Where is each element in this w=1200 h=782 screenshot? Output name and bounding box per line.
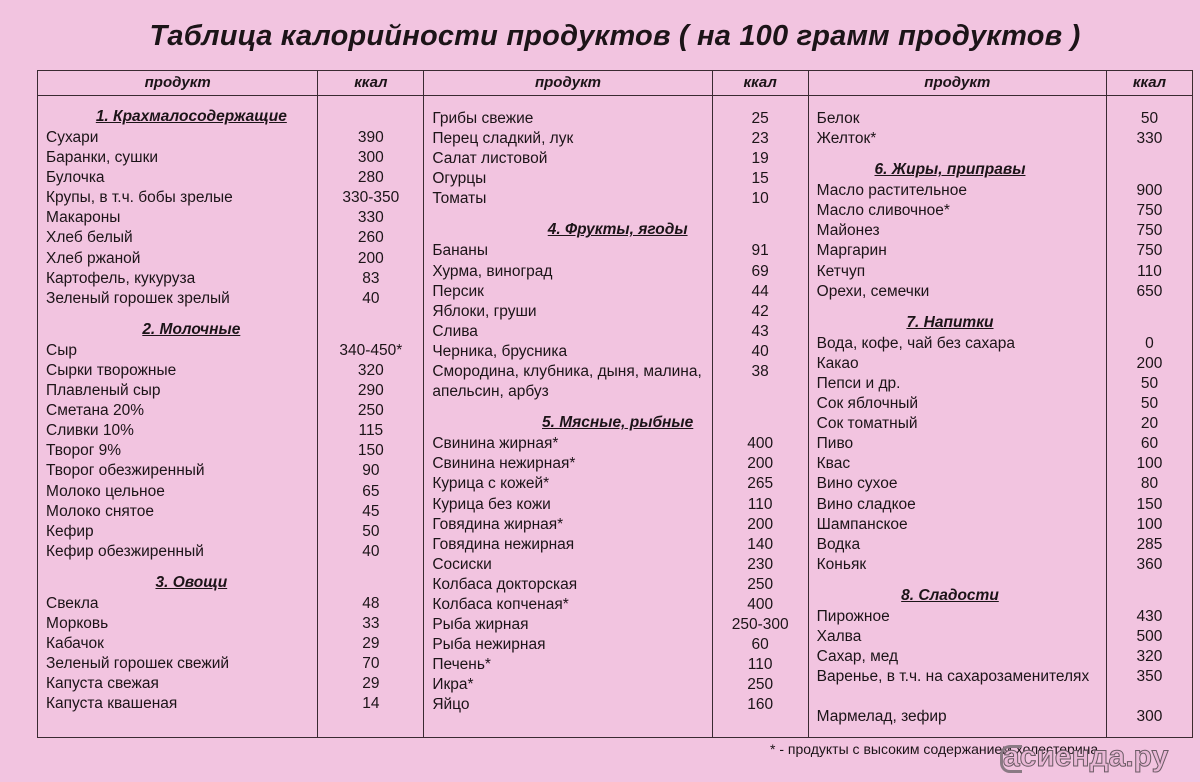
kcal-value: 40 bbox=[362, 289, 380, 307]
kcal-value: 250 bbox=[357, 402, 384, 420]
table-row bbox=[809, 627, 1192, 647]
table-row bbox=[424, 169, 807, 189]
product-name: Водка bbox=[816, 535, 861, 553]
product-name: Яблоки, груши bbox=[432, 302, 537, 320]
table-row bbox=[38, 674, 423, 694]
product-name: Персик bbox=[432, 282, 484, 300]
product-name: Яйцо bbox=[432, 696, 470, 714]
kcal-value: 90 bbox=[362, 462, 380, 480]
kcal-value: 200 bbox=[747, 455, 774, 473]
table-row bbox=[38, 249, 423, 269]
kcal-value: 42 bbox=[751, 302, 769, 320]
table-row bbox=[809, 201, 1192, 221]
product-name: Пиво bbox=[816, 435, 854, 453]
product-name: Мармелад, зефир bbox=[816, 708, 947, 726]
table-row bbox=[809, 667, 1192, 707]
table-row bbox=[809, 535, 1192, 555]
kcal-value: 265 bbox=[747, 475, 774, 493]
product-name: Грибы свежие bbox=[432, 110, 534, 127]
table-row bbox=[424, 282, 807, 302]
kcal-value: 23 bbox=[751, 130, 769, 148]
product-name: Халва bbox=[816, 627, 862, 645]
table-row bbox=[809, 221, 1192, 241]
table-row bbox=[424, 595, 807, 615]
table-row bbox=[424, 189, 807, 209]
kcal-value: 200 bbox=[1136, 354, 1163, 372]
table-row bbox=[424, 555, 807, 575]
table-row bbox=[424, 615, 807, 635]
table-row bbox=[809, 454, 1192, 474]
product-name: Кетчуп bbox=[816, 262, 866, 280]
product-name: Сметана 20% bbox=[46, 402, 145, 420]
product-name: Сырки творожные bbox=[46, 361, 177, 379]
product-name: Капуста квашеная bbox=[46, 695, 178, 713]
product-name: Булочка bbox=[46, 169, 105, 187]
kcal-value: 250 bbox=[747, 676, 774, 694]
section-heading bbox=[809, 302, 1192, 334]
kcal-value: 390 bbox=[357, 129, 384, 146]
product-name: Варенье, в т.ч. на сахарозаменителях bbox=[816, 668, 1090, 686]
product-name: Рыба нежирная bbox=[432, 636, 546, 654]
table-row bbox=[809, 374, 1192, 394]
product-name: Перец сладкий, лук bbox=[432, 130, 574, 148]
kcal-value: 750 bbox=[1136, 242, 1163, 260]
section-heading bbox=[424, 209, 807, 241]
table-row bbox=[424, 322, 807, 342]
product-name: Вода, кофе, чай без сахара bbox=[816, 334, 1015, 352]
kcal-value: 250-300 bbox=[731, 616, 789, 634]
product-name: Масло растительное bbox=[816, 182, 967, 200]
kcal-value: 400 bbox=[747, 595, 774, 613]
kcal-value: 60 bbox=[751, 636, 769, 654]
product-name: Морковь bbox=[46, 614, 109, 632]
kcal-value: 40 bbox=[751, 342, 769, 360]
product-name: Рыба жирная bbox=[432, 616, 529, 634]
table-row bbox=[809, 707, 1192, 727]
table-row bbox=[809, 129, 1192, 149]
table-row bbox=[424, 495, 807, 515]
table-row bbox=[38, 289, 423, 309]
table-row bbox=[424, 434, 807, 454]
table-row bbox=[424, 342, 807, 362]
table-row bbox=[424, 655, 807, 675]
kcal-value: 100 bbox=[1136, 515, 1163, 533]
table-row bbox=[38, 341, 423, 361]
kcal-value: 290 bbox=[357, 382, 384, 400]
kcal-value: 300 bbox=[1136, 708, 1163, 726]
kcal-value: 10 bbox=[751, 190, 769, 208]
table-row bbox=[809, 607, 1192, 627]
kcal-value: 360 bbox=[1136, 555, 1163, 573]
product-name: Творог обезжиренный bbox=[46, 462, 205, 480]
kcal-value: 285 bbox=[1136, 535, 1163, 553]
table-row bbox=[809, 495, 1192, 515]
table-row bbox=[38, 188, 423, 208]
section-heading bbox=[38, 108, 423, 128]
product-name: Сахар, мед bbox=[816, 648, 899, 666]
product-name: Майонез bbox=[816, 222, 880, 240]
product-name: Икра* bbox=[432, 676, 474, 694]
kcal-value: 320 bbox=[357, 361, 384, 379]
header-product: продукт bbox=[144, 74, 211, 91]
section-heading bbox=[424, 402, 807, 434]
product-name: Шампанское bbox=[816, 515, 908, 533]
kcal-value: 115 bbox=[358, 422, 384, 440]
product-name: Кабачок bbox=[46, 635, 104, 653]
kcal-value: 44 bbox=[751, 282, 769, 300]
kcal-value: 29 bbox=[362, 675, 380, 693]
table-row bbox=[809, 474, 1192, 494]
column-body bbox=[424, 109, 807, 716]
product-name: Маргарин bbox=[816, 242, 887, 260]
kcal-value: 15 bbox=[751, 170, 769, 188]
kcal-value: 330 bbox=[357, 209, 384, 227]
product-name: Белок bbox=[816, 110, 860, 127]
section-heading bbox=[38, 309, 423, 341]
kcal-value: 750 bbox=[1136, 222, 1163, 240]
section-heading bbox=[809, 149, 1192, 181]
table-row bbox=[809, 282, 1192, 302]
header-kcal: ккал bbox=[1106, 71, 1192, 95]
product-name: Капуста свежая bbox=[46, 675, 159, 693]
table-row bbox=[424, 149, 807, 169]
table-row bbox=[38, 522, 423, 542]
kcal-value: 45 bbox=[362, 502, 380, 520]
table-row bbox=[424, 535, 807, 555]
kcal-value: 260 bbox=[357, 229, 384, 247]
product-name: Зеленый горошек зрелый bbox=[46, 289, 230, 307]
kcal-value: 40 bbox=[362, 542, 380, 560]
product-name: Пепси и др. bbox=[816, 374, 901, 392]
table-row bbox=[424, 302, 807, 322]
kcal-value: 150 bbox=[357, 442, 384, 460]
kcal-value: 150 bbox=[1136, 495, 1163, 513]
table-row bbox=[38, 594, 423, 614]
kcal-value: 20 bbox=[1140, 415, 1159, 433]
kcal-value: 50 bbox=[1140, 374, 1159, 392]
section-title: 2. Молочные bbox=[142, 320, 241, 338]
table-column-3 bbox=[809, 71, 1192, 737]
product-name: Вино сладкое bbox=[816, 495, 916, 513]
product-name: Сухари bbox=[46, 129, 99, 146]
section-title: 1. Крахмалосодержащие bbox=[95, 108, 287, 125]
kcal-value: 33 bbox=[362, 614, 380, 632]
table-row bbox=[38, 654, 423, 674]
calorie-table bbox=[37, 70, 1193, 738]
table-row bbox=[424, 454, 807, 474]
kcal-value: 0 bbox=[1145, 334, 1154, 352]
product-name: Сок яблочный bbox=[816, 395, 919, 413]
product-name: Крупы, в т.ч. бобы зрелые bbox=[46, 189, 233, 207]
kcal-value: 19 bbox=[751, 150, 769, 168]
table-row bbox=[424, 515, 807, 535]
product-name: Вино сухое bbox=[816, 475, 898, 493]
kcal-value: 38 bbox=[751, 363, 769, 381]
table-row bbox=[38, 614, 423, 634]
kcal-value: 14 bbox=[362, 695, 380, 713]
kcal-value: 500 bbox=[1136, 627, 1163, 645]
kcal-value: 650 bbox=[1136, 282, 1163, 300]
kcal-value: 200 bbox=[747, 515, 774, 533]
table-row bbox=[424, 241, 807, 261]
table-row bbox=[38, 502, 423, 522]
table-row bbox=[809, 354, 1192, 374]
table-row bbox=[38, 381, 423, 401]
kcal-value: 100 bbox=[1136, 455, 1163, 473]
section-title: 8. Сладости bbox=[901, 586, 999, 604]
table-row bbox=[424, 695, 807, 715]
table-row bbox=[809, 647, 1192, 667]
kcal-value: 250 bbox=[747, 575, 774, 593]
product-name: Какао bbox=[816, 354, 859, 372]
kcal-value: 83 bbox=[362, 269, 380, 287]
product-name: Творог 9% bbox=[46, 442, 122, 460]
table-column-2 bbox=[424, 71, 808, 737]
kcal-value: 91 bbox=[751, 242, 769, 260]
product-name: Баранки, сушки bbox=[46, 149, 159, 167]
product-name: Сливки 10% bbox=[46, 422, 134, 440]
kcal-value: 50 bbox=[1140, 110, 1159, 127]
product-name: Орехи, семечки bbox=[816, 282, 930, 300]
header-kcal: ккал bbox=[712, 71, 808, 95]
table-column-1 bbox=[38, 71, 424, 737]
kcal-value: 29 bbox=[362, 635, 380, 653]
table-row bbox=[38, 694, 423, 714]
product-name: Кефир обезжиренный bbox=[46, 542, 204, 560]
kcal-value: 430 bbox=[1136, 607, 1163, 625]
kcal-value: 230 bbox=[747, 555, 774, 573]
section-title: 6. Жиры, приправы bbox=[874, 161, 1026, 179]
product-name: Сок томатный bbox=[816, 415, 918, 433]
product-name: Свекла bbox=[46, 594, 99, 612]
section-title: 5. Мясные, рыбные bbox=[542, 414, 694, 432]
product-name: Масло сливочное* bbox=[816, 202, 950, 220]
table-row bbox=[38, 441, 423, 461]
product-name: Коньяк bbox=[816, 555, 867, 573]
table-row bbox=[424, 262, 807, 282]
kcal-value: 330-350 bbox=[342, 189, 400, 207]
kcal-value: 50 bbox=[1140, 395, 1159, 413]
table-row bbox=[424, 129, 807, 149]
kcal-value: 43 bbox=[751, 322, 769, 340]
product-name: Огурцы bbox=[432, 170, 487, 188]
product-name: Сыр bbox=[46, 341, 77, 359]
product-name: Колбаса копченая* bbox=[432, 595, 569, 613]
product-name: Кефир bbox=[46, 522, 94, 540]
table-row bbox=[809, 515, 1192, 535]
table-row bbox=[38, 228, 423, 248]
product-name: Колбаса докторская bbox=[432, 575, 578, 593]
table-row bbox=[809, 262, 1192, 282]
column-body bbox=[38, 108, 423, 714]
table-row bbox=[38, 208, 423, 228]
table-row bbox=[809, 394, 1192, 414]
column-header bbox=[424, 71, 807, 96]
kcal-value: 70 bbox=[362, 655, 380, 673]
kcal-value: 50 bbox=[362, 522, 380, 540]
table-row bbox=[809, 334, 1192, 354]
kcal-value: 350 bbox=[1136, 668, 1163, 686]
table-row bbox=[38, 482, 423, 502]
watermark: асиенда.ру bbox=[1003, 740, 1169, 773]
table-row bbox=[38, 148, 423, 168]
product-name: Молоко цельное bbox=[46, 482, 165, 500]
table-row bbox=[424, 675, 807, 695]
table-row bbox=[809, 414, 1192, 434]
kcal-value: 280 bbox=[357, 169, 384, 187]
table-row bbox=[809, 109, 1192, 129]
product-name: Бананы bbox=[432, 242, 489, 260]
kcal-value: 330 bbox=[1136, 130, 1163, 148]
product-name: Черника, брусника bbox=[432, 342, 568, 360]
footnote: * - продукты с высоким содержанием холестерина bbox=[770, 741, 1099, 757]
table-row bbox=[809, 181, 1192, 201]
kcal-value: 750 bbox=[1136, 202, 1163, 220]
kcal-value: 200 bbox=[357, 249, 384, 267]
product-name: Хурма, виноград bbox=[432, 262, 553, 280]
header-product: продукт bbox=[534, 74, 602, 91]
table-row bbox=[38, 542, 423, 562]
product-name: Молоко снятое bbox=[46, 502, 154, 520]
kcal-value: 900 bbox=[1136, 182, 1163, 200]
section-title: 7. Напитки bbox=[906, 313, 994, 331]
table-row bbox=[38, 168, 423, 188]
product-name: Свинина нежирная* bbox=[432, 455, 576, 473]
kcal-value: 400 bbox=[747, 435, 774, 453]
section-title: 3. Овощи bbox=[155, 573, 228, 591]
product-name: Хлеб белый bbox=[46, 229, 133, 247]
product-name: Зеленый горошек свежий bbox=[46, 655, 230, 673]
kcal-value: 48 bbox=[362, 594, 380, 612]
product-name: Салат листовой bbox=[432, 150, 548, 168]
product-name: Слива bbox=[432, 322, 478, 340]
product-name: Квас bbox=[816, 455, 851, 473]
section-heading bbox=[809, 575, 1192, 607]
column-body bbox=[809, 109, 1192, 727]
page-title: Таблица калорийности продуктов ( на 100 грамм продуктов ) bbox=[149, 20, 1081, 52]
kcal-value: 140 bbox=[747, 535, 774, 553]
product-name: Свинина жирная* bbox=[432, 435, 559, 453]
kcal-value: 320 bbox=[1136, 648, 1163, 666]
table-row bbox=[424, 362, 807, 402]
header-product: продукт bbox=[924, 74, 991, 91]
product-name: Пирожное bbox=[816, 607, 890, 625]
kcal-value: 300 bbox=[357, 149, 384, 167]
product-name: Желток* bbox=[816, 130, 877, 148]
table-row bbox=[424, 575, 807, 595]
table-row bbox=[38, 269, 423, 289]
table-row bbox=[38, 461, 423, 481]
kcal-value: 80 bbox=[1140, 475, 1159, 493]
table-row bbox=[424, 635, 807, 655]
section-heading bbox=[38, 562, 423, 594]
product-name: Говядина жирная* bbox=[432, 515, 564, 533]
product-name: Макароны bbox=[46, 209, 121, 227]
header-kcal: ккал bbox=[317, 71, 423, 95]
kcal-value: 25 bbox=[751, 110, 769, 127]
table-row bbox=[38, 421, 423, 441]
kcal-value: 65 bbox=[362, 482, 380, 500]
table-row bbox=[38, 128, 423, 148]
table-row bbox=[809, 434, 1192, 454]
kcal-value: 110 bbox=[747, 495, 773, 513]
product-name: Картофель, кукуруза bbox=[46, 269, 196, 287]
table-row bbox=[424, 474, 807, 494]
product-name: Плавленый сыр bbox=[46, 382, 161, 400]
product-name: Курица с кожей* bbox=[432, 475, 550, 493]
product-name: Сосиски bbox=[432, 555, 492, 573]
section-title: 4. Фрукты, ягоды bbox=[547, 221, 688, 239]
column-header bbox=[38, 71, 423, 96]
kcal-value: 60 bbox=[1140, 435, 1159, 453]
table-row bbox=[424, 109, 807, 129]
kcal-value: 110 bbox=[1137, 262, 1162, 280]
kcal-value: 110 bbox=[747, 656, 773, 674]
product-name: Хлеб ржаной bbox=[46, 249, 141, 267]
product-name: Томаты bbox=[432, 190, 487, 208]
table-row bbox=[809, 555, 1192, 575]
kcal-value: 340-450* bbox=[339, 341, 403, 359]
table-row bbox=[38, 361, 423, 381]
kcal-value: 69 bbox=[751, 262, 769, 280]
product-name: Курица без кожи bbox=[432, 495, 551, 513]
table-row bbox=[38, 634, 423, 654]
table-row bbox=[809, 241, 1192, 261]
column-header bbox=[809, 71, 1192, 96]
product-name: Печень* bbox=[432, 656, 491, 674]
kcal-value: 160 bbox=[747, 696, 774, 714]
product-name: Смородина, клубника, дыня, малина, апельсин, арбуз bbox=[432, 363, 702, 401]
table-row bbox=[38, 401, 423, 421]
product-name: Говядина нежирная bbox=[432, 535, 575, 553]
